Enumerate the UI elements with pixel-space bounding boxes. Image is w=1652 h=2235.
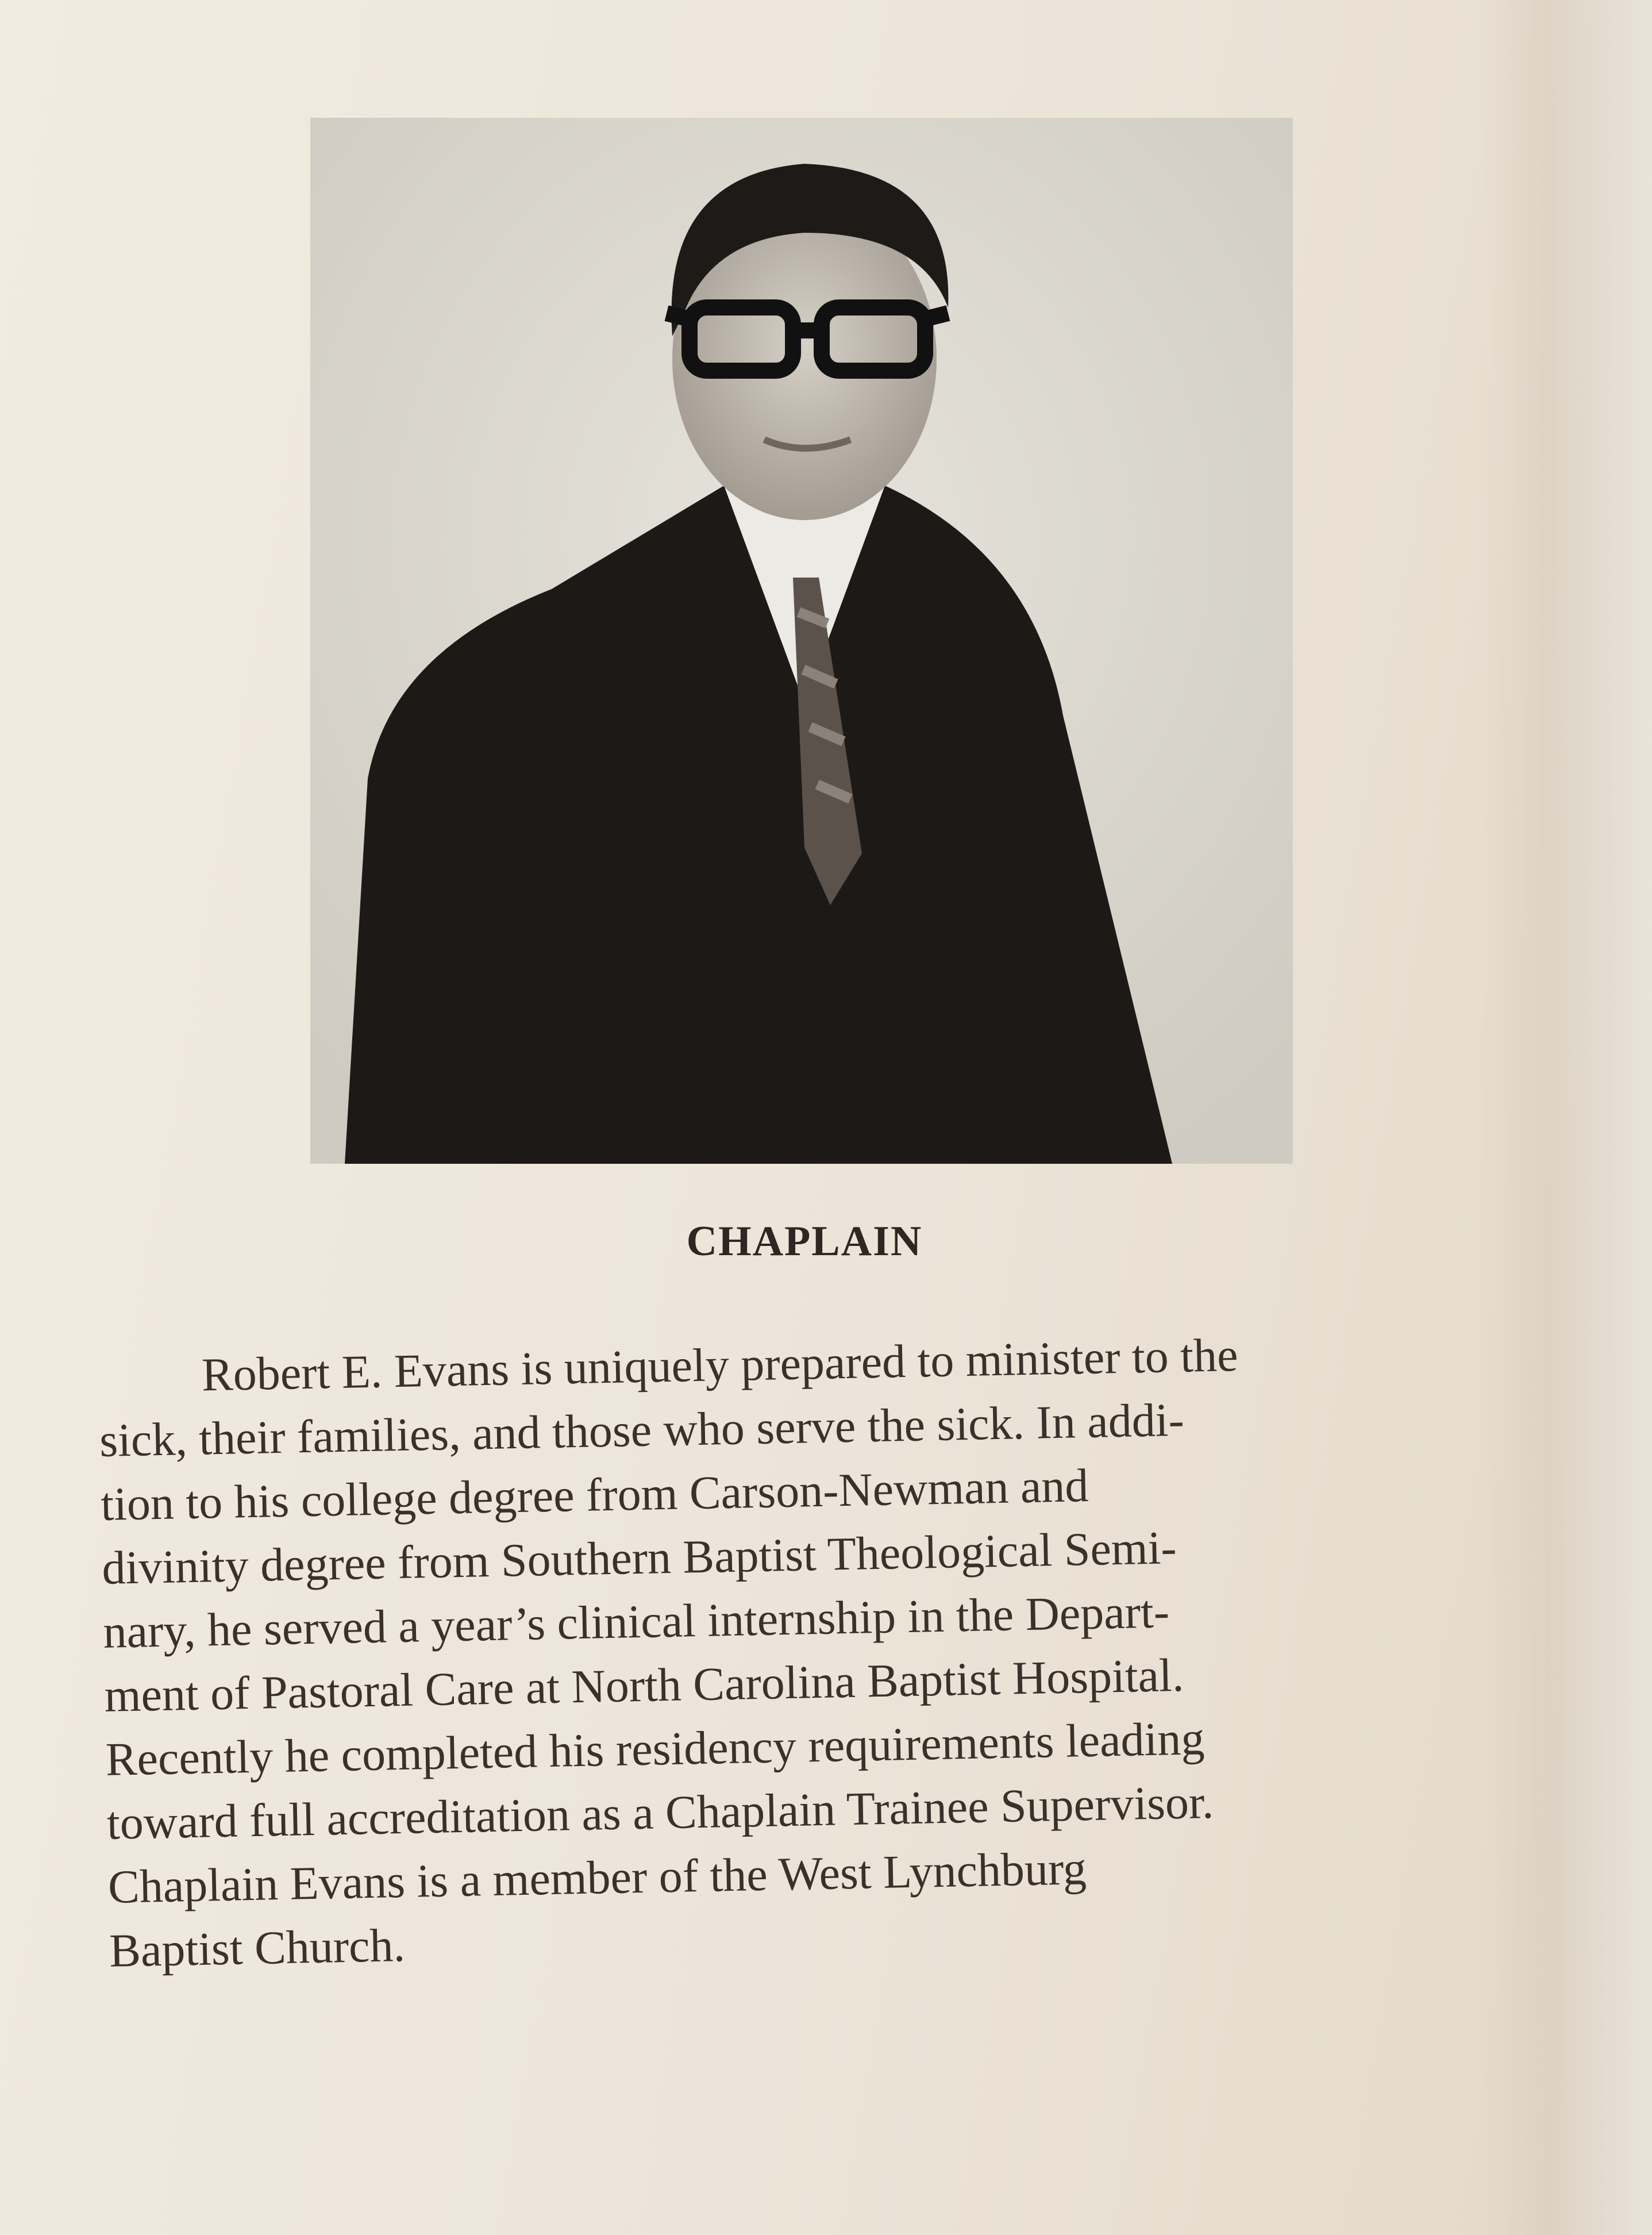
paragraph-line: divinity degree from Southern Baptist Theological Semi- bbox=[101, 1521, 1177, 1594]
paragraph-line: toward full accreditation as a Chaplain Trainee Supervisor. bbox=[106, 1775, 1215, 1849]
paragraph-line: Chaplain Evans is a member of the West Lynchburg bbox=[107, 1842, 1087, 1913]
paragraph-line: sick, their families, and those who serve the sick. In addi- bbox=[99, 1393, 1185, 1467]
paragraph-line: Recently he completed his residency requirements leading bbox=[105, 1712, 1206, 1786]
page-heading: CHAPLAIN bbox=[686, 1218, 923, 1265]
portrait-photo bbox=[310, 118, 1293, 1164]
paragraph-line: tion to his college degree from Carson-Newman and bbox=[100, 1459, 1089, 1530]
paragraph-line: ment of Pastoral Care at North Carolina Baptist Hospital. bbox=[103, 1648, 1185, 1722]
paragraph-line: Robert E. Evans is uniquely prepared to minister to the bbox=[201, 1328, 1239, 1401]
portrait-illustration bbox=[310, 118, 1293, 1164]
paragraph-line: nary, he served a year’s clinical internship in the Depart- bbox=[102, 1585, 1170, 1658]
biography-paragraph bbox=[98, 1318, 1500, 1983]
paragraph-line: Baptist Church. bbox=[109, 1918, 406, 1977]
page-edge bbox=[1480, 0, 1652, 2235]
